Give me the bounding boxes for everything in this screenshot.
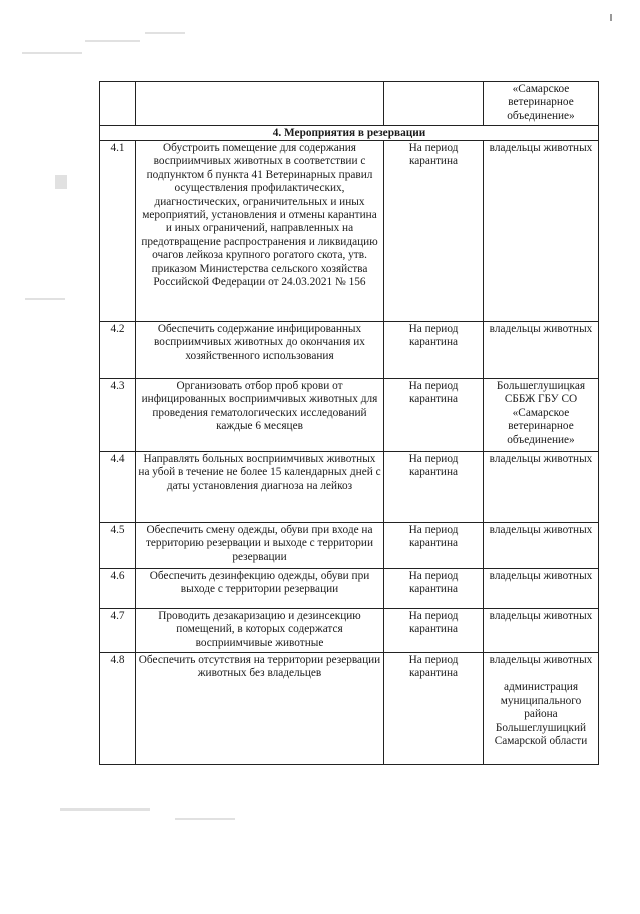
row-number: 4.5 <box>100 523 136 569</box>
scan-noise <box>60 808 150 811</box>
scan-mark <box>610 14 612 21</box>
scan-noise <box>25 298 65 300</box>
table-row <box>100 609 599 653</box>
row-number: 4.8 <box>100 653 136 765</box>
responsible-cell: владельцы животных <box>484 322 599 379</box>
row-number: 4.2 <box>100 322 136 379</box>
table-row <box>100 569 599 609</box>
table-row <box>100 141 599 322</box>
measure-text: Обустроить помещение для содержания восприимчивых животных в соответствии с подпунктом б пункта 41 Ветеринарных правил осуществления профилактических, диагностических, ограничительных и иных мероприятий, установления и отмены карантина и иных ограничений, направленных на предотвращение распространения и ликвидацию очагов лейкоза крупного рогатого скота, утв. приказом Министерства сельского хозяйства Российской Федерации от 24.03.2021 № 156 <box>136 141 384 322</box>
table-row <box>100 653 599 765</box>
row-number: 4.6 <box>100 569 136 609</box>
measure-text: Проводить дезакаризацию и дезинсекцию помещений, в которых содержатся восприимчивые животные <box>136 609 384 653</box>
scan-noise <box>22 52 82 54</box>
scan-noise <box>85 40 140 42</box>
row-number: 4.7 <box>100 609 136 653</box>
table-row <box>100 523 599 569</box>
section-title: 4. Мероприятия в резервации <box>100 126 599 141</box>
measure-text: Обеспечить содержание инфицированных восприимчивых животных до окончания их хозяйственного использования <box>136 322 384 379</box>
table-row <box>100 452 599 523</box>
table-row <box>100 82 599 126</box>
responsible-cell: «Самарское ветеринарное объединение» <box>484 82 599 126</box>
scan-noise <box>55 175 67 189</box>
responsible-primary: владельцы животных <box>489 654 593 666</box>
responsible-cell: владельцы животных <box>484 523 599 569</box>
responsible-cell: Большеглушицкая СББЖ ГБУ СО «Самарское ветеринарное объединение» <box>484 379 599 452</box>
period-cell: На период карантина <box>384 609 484 653</box>
row-number: 4.1 <box>100 141 136 322</box>
table-row <box>100 322 599 379</box>
responsible-cell: владельцы животных <box>484 569 599 609</box>
period-cell: На период карантина <box>384 569 484 609</box>
period-cell <box>384 82 484 126</box>
responsible-cell: владельцы животных <box>484 141 599 322</box>
measure-text: Обеспечить смену одежды, обуви при входе на территорию резервации и выходе с территории резервации <box>136 523 384 569</box>
period-cell: На период карантина <box>384 523 484 569</box>
measure-text: Организовать отбор проб крови от инфицированных восприимчивых животных для проведения гематологических исследований каждые 6 месяцев <box>136 379 384 452</box>
period-cell: На период карантина <box>384 141 484 322</box>
scan-noise <box>145 32 185 34</box>
period-cell: На период карантина <box>384 322 484 379</box>
period-cell: На период карантина <box>384 452 484 523</box>
section-header-row <box>100 126 599 141</box>
measure-text: Обеспечить отсутствия на территории резервации животных без владельцев <box>136 653 384 765</box>
responsible-cell: владельцы животных <box>484 609 599 653</box>
measure-text: Обеспечить дезинфекцию одежды, обуви при выходе с территории резервации <box>136 569 384 609</box>
scan-noise <box>175 818 235 820</box>
responsible-cell <box>484 653 599 765</box>
measure-text: Направлять больных восприимчивых животных на убой в течение не более 15 календарных дней с даты установления диагноза на лейкоз <box>136 452 384 523</box>
responsible-cell: владельцы животных <box>484 452 599 523</box>
table-row <box>100 379 599 452</box>
measures-table <box>99 81 599 765</box>
period-cell: На период карантина <box>384 653 484 765</box>
measure-text <box>136 82 384 126</box>
row-number: 4.4 <box>100 452 136 523</box>
row-number: 4.3 <box>100 379 136 452</box>
row-number <box>100 82 136 126</box>
period-cell: На период карантина <box>384 379 484 452</box>
responsible-secondary: администрация муниципального района Большеглушицкий Самарской области <box>494 681 588 748</box>
